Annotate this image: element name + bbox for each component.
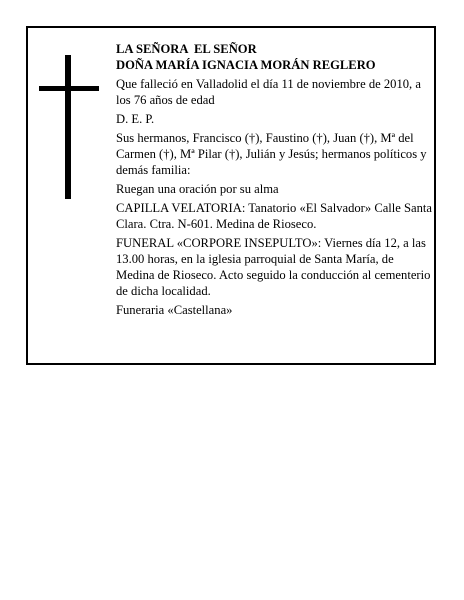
cross-horizontal-bar: [39, 86, 99, 91]
family-text: Sus hermanos, Francisco (†), Faustino (†), Juan (†), Mª del Carmen (†), Mª Pilar (†), Julián y Jesús; hermanos políticos y demás familia:: [116, 131, 427, 177]
death-info: Que falleció en Valladolid el día 11 de noviembre de 2010, a los 76 años de edad: [116, 77, 421, 107]
chapel-text: CAPILLA VELATORIA: Tanatorio «El Salvador» Calle Santa Clara. Ctra. N-601. Medina de Rioseco.: [116, 201, 433, 231]
heading-line-1: LA SEÑORA EL SEÑOR: [116, 42, 257, 56]
cross-icon: [39, 55, 99, 199]
cross-vertical-bar: [65, 55, 71, 199]
notice-body: [116, 41, 434, 318]
funeral-text: FUNERAL «CORPORE INSEPULTO»: Viernes día 12, a las 13.00 horas, en la iglesia parroquial de Santa María, de Medina de Rioseco. Acto seguido la conducción al cementerio de dicha localidad.: [116, 236, 431, 298]
prayer-text: Ruegan una oración por su alma: [116, 182, 279, 196]
obituary-notice: [26, 26, 436, 365]
deceased-name: DOÑA MARÍA IGNACIA MORÁN REGLERO: [116, 58, 376, 72]
dep-text: D. E. P.: [116, 112, 155, 126]
funeral-home-text: Funeraria «Castellana»: [116, 303, 233, 317]
